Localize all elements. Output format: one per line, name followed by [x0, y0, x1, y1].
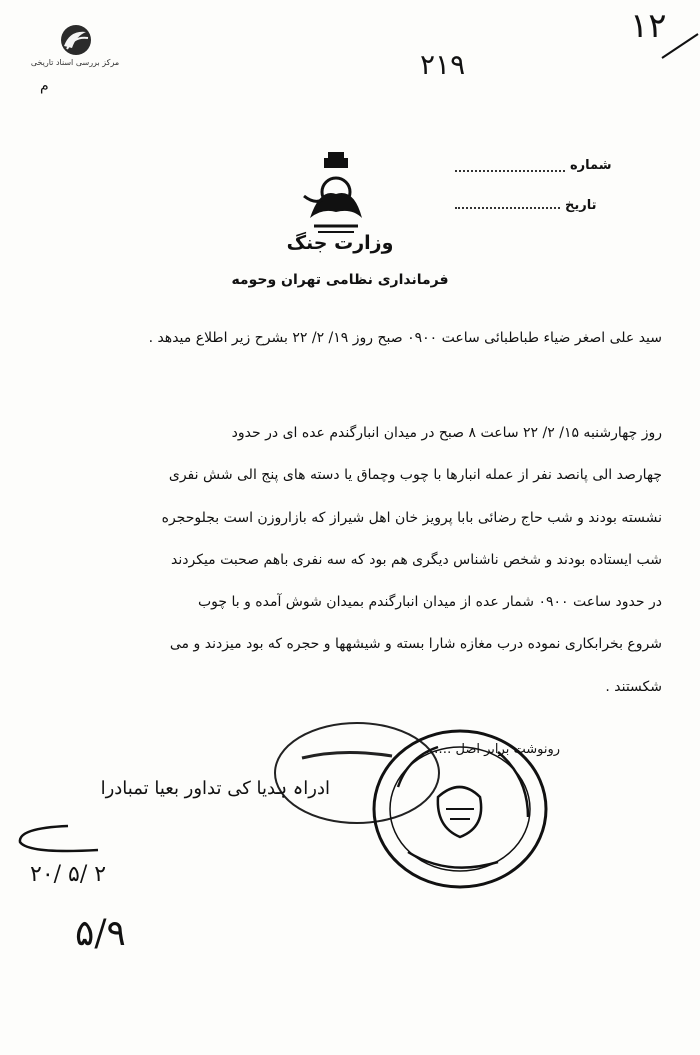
- report-line: شب ایستاده بودند و شخص ناشناس دیگری هم بود که سه نفری باهم صحبت میکردند: [171, 551, 662, 568]
- marginal-handwritten-note: ادراہ ہدیا کی تداور بعیا تمبادرا: [100, 778, 330, 799]
- marginal-date: ۲۰/ ۵/ ۲: [30, 862, 107, 887]
- report-line: نشسته بودند و شب حاج رضائی بابا پرویز خان اهل شیراز که بازاروزن است بجلوحجره: [161, 509, 662, 526]
- archive-logo-icon: [40, 22, 100, 60]
- copy-certification-line: رونوشت برابر اصل ……: [425, 742, 560, 757]
- number-label: شماره: [570, 158, 612, 173]
- bottom-number: ۵/۹: [75, 913, 126, 954]
- intro-paragraph: سید علی اصغر ضیاء طباطبائی ساعت ۰۹۰۰ صبح روز ۱۹/ ۲/ ۲۲ بشرح زیر اطلاع میدهد .: [148, 330, 662, 346]
- report-line: روز چهارشنبه ۱۵/ ۲/ ۲۲ ساعت ۸ صبح در میدان انبارگندم عده ای در حدود: [231, 425, 662, 441]
- archive-name: مرکز بررسی اسناد تاریخی: [30, 58, 120, 67]
- report-line: شکستند .: [605, 678, 662, 695]
- date-label: تاریخ: [565, 198, 597, 213]
- corner-mark: م: [40, 78, 49, 94]
- ministry-title: وزارت جنگ: [286, 232, 394, 254]
- marginal-stroke: [8, 820, 108, 860]
- report-line: شروع بخرابکاری نموده درب مغازه شارا بسته و شیشهها و حجره که بود میزدند و می: [169, 636, 662, 653]
- official-seal-icon: [368, 727, 548, 892]
- lion-and-sun-emblem-icon: [300, 148, 372, 238]
- number-dotted-line: [455, 170, 565, 172]
- report-line: در حدود ساعت ۰۹۰۰ شمار عده از میدان انبارگندم بمیدان شوش آمده و با چوب: [197, 594, 662, 611]
- date-dotted-line: [455, 207, 560, 209]
- command-subtitle: فرمانداری نظامی تهران وحومه: [231, 272, 449, 288]
- report-paragraph: [32, 415, 662, 711]
- page-number: ۱۲: [630, 6, 667, 46]
- report-line: چهارصد الی پانصد نفر از عمله انبارها با چوب وچماق یا دسته های پنج الی شش نفری: [168, 467, 662, 484]
- corner-stroke: [660, 30, 700, 60]
- handwritten-document-number: ۲۱۹: [420, 48, 466, 81]
